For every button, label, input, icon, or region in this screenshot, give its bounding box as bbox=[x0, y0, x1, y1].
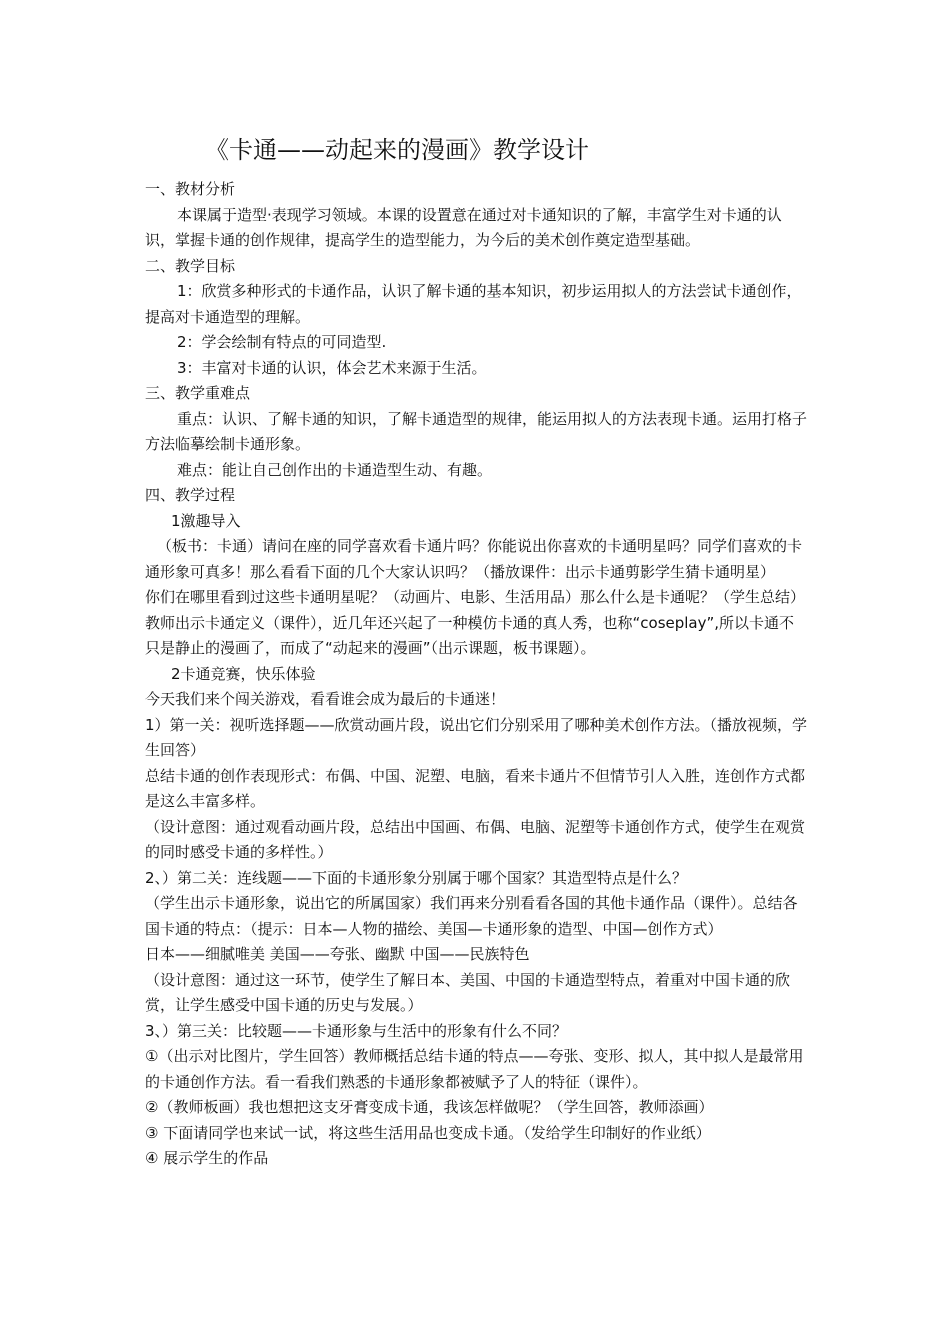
process-country-characteristics: （学生出示卡通形象，说出它的所属国家）我们再来分别看看各国的其他卡通作品（课件）。总结各国卡通的特点：（提示：日本—人物的描绘、美国—卡通形象的造型、中国—创作方式） bbox=[145, 894, 798, 938]
design-intent-2: （设计意图：通过这一环节，使学生了解日本、美国、中国的卡通造型特点，着重对中国卡通的欣赏，让学生感受中国卡通的历史与发展。） bbox=[145, 970, 791, 1014]
process-paragraph-intro: （板书：卡通）请问在座的同学喜欢看卡通片吗？你能说出你喜欢的卡通明星吗？同学们喜欢的卡通形象可真多！那么看看下面的几个大家认识吗？（播放课件：出示卡通剪影学生猜卡通明星） bbox=[145, 537, 803, 581]
process-level-2: 2、）第二关：连线题——下面的卡通形象分别属于哪个国家？其造型特点是什么？ bbox=[145, 868, 688, 887]
paragraph-key-points: 重点：认识、了解卡通的知识，了解卡通造型的规律，能运用拟人的方法表现卡通。运用打格子方法临摹绘制卡通形象。 bbox=[145, 409, 808, 453]
process-country-comparison: 日本——细腻唯美 美国——夸张、幽默 中国——民族特色 bbox=[145, 945, 530, 963]
section-heading-key-difficult-points: 三、教学重难点 bbox=[145, 384, 251, 402]
section-heading-teaching-objectives: 二、教学目标 bbox=[145, 256, 236, 275]
process-step-2-heading: 2卡通竞赛，快乐体验 bbox=[171, 664, 316, 683]
process-item-3: ③ 下面请同学也来试一试，将这些生活用品也变成卡通。（发给学生印制好的作业纸） bbox=[145, 1123, 711, 1142]
objective-item-1: 1：欣赏多种形式的卡通作品，认识了解卡通的基本知识，初步运用拟人的方法尝试卡通创作，提高对卡通造型的理解。 bbox=[145, 282, 802, 326]
process-item-2: ②（教师板画）我也想把这支牙膏变成卡通，我该怎样做呢？（学生回答，教师添画） bbox=[145, 1098, 714, 1116]
process-summary-forms: 总结卡通的创作表现形式：布偶、中国、泥塑、电脑，看来卡通片不但情节引人入胜，连创作方式都是这么丰富多样。 bbox=[145, 766, 806, 810]
process-level-3: 3、）第三关：比较题——卡通形象与生活中的形象有什么不同？ bbox=[145, 1021, 568, 1040]
objective-item-3: 3：丰富对卡通的认识，体会艺术来源于生活。 bbox=[177, 358, 487, 377]
paragraph-difficult-points: 难点：能让自己创作出的卡通造型生动、有趣。 bbox=[177, 460, 493, 479]
document-body bbox=[145, 177, 809, 1172]
process-level-1: 1）第一关：视听选择题——欣赏动画片段，说出它们分别采用了哪种美术创作方法。（播放视频，学生回答） bbox=[145, 715, 808, 759]
design-intent-1: （设计意图：通过观看动画片段，总结出中国画、布偶、电脑、泥塑等卡通创作方式，使学生在观赏的同时感受卡通的多样性。） bbox=[145, 817, 806, 861]
process-item-4: ④ 展示学生的作品 bbox=[145, 1149, 269, 1167]
document-title: 《卡通——动起来的漫画》教学设计 bbox=[205, 136, 589, 164]
process-step-1-heading: 1激趣导入 bbox=[171, 511, 241, 530]
section-heading-teaching-process: 四、教学过程 bbox=[145, 486, 236, 504]
objective-item-2: 2：学会绘制有特点的可同造型. bbox=[177, 333, 387, 351]
process-paragraph-game-intro: 今天我们来个闯关游戏，看看谁会成为最后的卡通迷！ bbox=[145, 690, 506, 708]
process-paragraph-definition: 你们在哪里看到过这些卡通明星呢？（动画片、电影、生活用品）那么什么是卡通呢？（学生总结）教师出示卡通定义（课件），近几年还兴起了一种模仿卡通的真人秀，也称“coseplay”,所以卡通不只是静止的漫画了，而成了“动起来的漫画”（出示课题，板书课题）。 bbox=[145, 588, 806, 657]
process-item-1: ①（出示对比图片，学生回答）教师概括总结卡通的特点——夸张、变形、拟人，其中拟人是最常用的卡通创作方法。看一看我们熟悉的卡通形象都被赋予了人的特征（课件）。 bbox=[145, 1047, 804, 1091]
section-heading-teaching-material-analysis: 一、教材分析 bbox=[145, 180, 236, 198]
paragraph-material-analysis: 本课属于造型·表现学习领域。本课的设置意在通过对卡通知识的了解，丰富学生对卡通的认识，掌握卡通的创作规律，提高学生的造型能力，为今后的美术创作奠定造型基础。 bbox=[145, 205, 782, 249]
